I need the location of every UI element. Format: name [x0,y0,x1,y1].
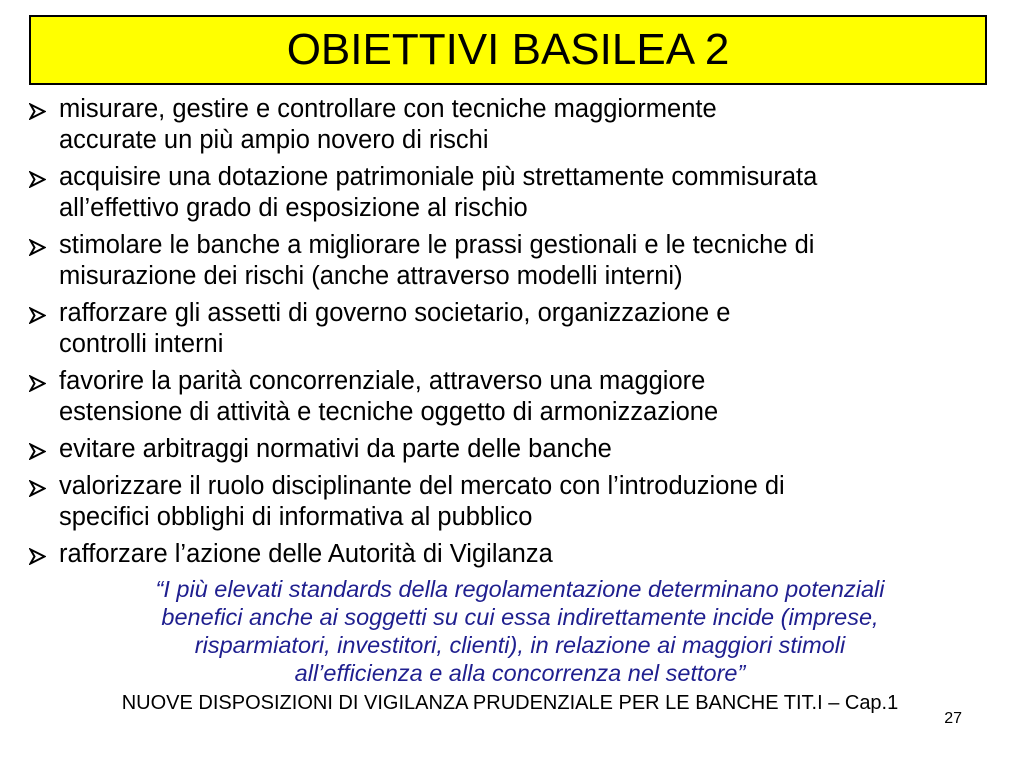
arrow-bullet-icon [26,434,59,460]
list-item [26,434,1006,465]
list-item [26,230,1006,292]
arrow-bullet-icon [26,471,59,497]
title-box [29,15,987,85]
page-number: 27 [944,710,962,727]
bullet-text: misurare, gestire e controllare con tecniche maggiormente accurate un più ampio novero di rischi [59,95,717,154]
slide-title: OBIETTIVI BASILEA 2 [286,25,730,74]
arrow-bullet-icon [26,539,59,565]
arrow-bullet-icon [26,298,59,324]
list-item [26,94,1006,156]
list-item [26,162,1006,224]
bullet-text: valorizzare il ruolo disciplinante del mercato con l’introduzione di specifici obblighi di informativa al pubblico [59,472,785,531]
list-item [26,366,1006,428]
bullet-text: stimolare le banche a migliorare le prassi gestionali e le tecniche di misurazione dei rischi (anche attraverso modelli interni) [59,231,815,290]
arrow-bullet-icon [26,230,59,256]
bullet-text: evitare arbitraggi normativi da parte delle banche [59,435,612,463]
list-item [26,471,1006,533]
bullet-text: acquisire una dotazione patrimoniale più strettamente commisurata all’effettivo grado di esposizione al rischio [59,163,818,222]
bullet-text: favorire la parità concorrenziale, attraverso una maggiore estensione di attività e tecniche oggetto di armonizzazione [59,367,719,426]
bullet-text: rafforzare gli assetti di governo societario, organizzazione e controlli interni [59,299,731,358]
list-item [26,298,1006,360]
arrow-bullet-icon [26,94,59,120]
source-citation: NUOVE DISPOSIZIONI DI VIGILANZA PRUDENZIALE PER LE BANCHE TIT.I – Cap.1 [121,692,899,714]
list-item [26,539,1006,570]
bullet-text: rafforzare l’azione delle Autorità di Vigilanza [59,540,553,568]
quote-text: “I più elevati standards della regolamentazione determinano potenziali benefici anche ai soggetti su cui essa indirettamente incide (imprese, risparmiatori, investitori, clienti), in relazione ai maggiori stimoli all’efficienza e alla concorrenza nel settore” [155,576,885,686]
arrow-bullet-icon [26,366,59,392]
objectives-list [26,94,1006,576]
arrow-bullet-icon [26,162,59,188]
